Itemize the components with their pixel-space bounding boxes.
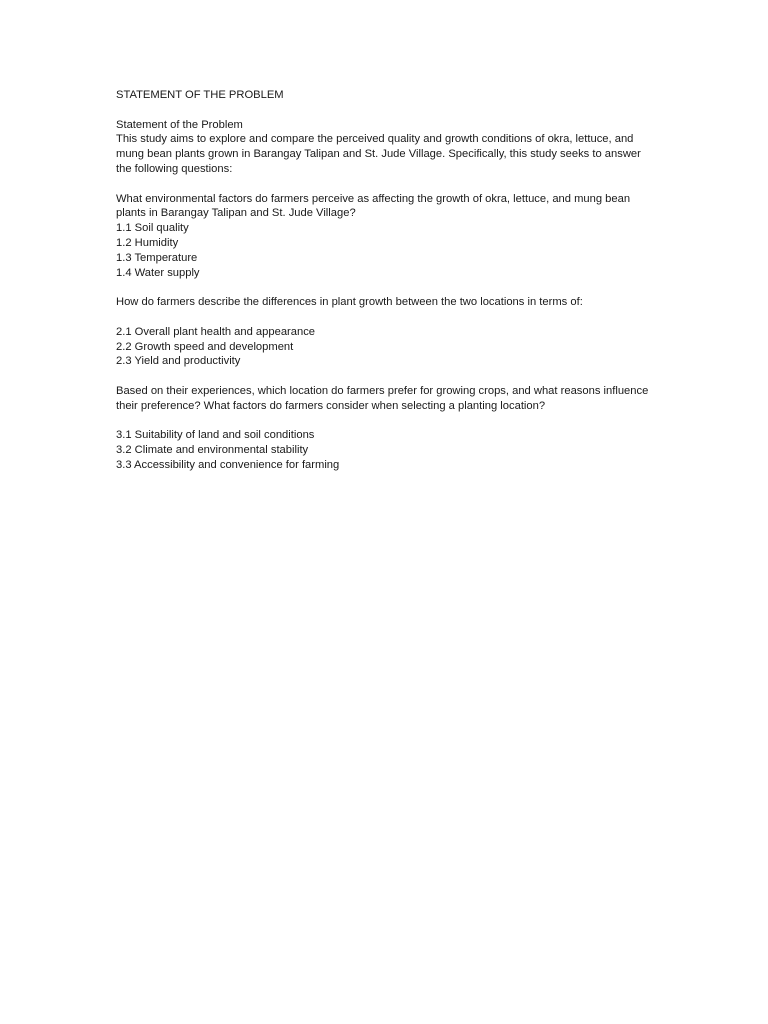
question-3-item: 3.1 Suitability of land and soil conditions [116, 429, 315, 442]
question-2-item: 2.3 Yield and productivity [116, 355, 241, 368]
question-1-item: 1.3 Temperature [116, 251, 198, 264]
question-2: How do farmers describe the differences in plant growth between the two locations in terms of: [116, 296, 583, 309]
question-2-item: 2.1 Overall plant health and appearance [116, 325, 316, 338]
spacer [116, 414, 656, 429]
intro-paragraph: This study aims to explore and compare the perceived quality and growth conditions of okra, lettuce, and mung bean plants grown in Barangay Talipan and St. Jude Village. Specifically, this study seeks to answer the following questions: [116, 133, 641, 175]
spacer [116, 280, 656, 295]
spacer [116, 310, 656, 325]
question-2-item: 2.2 Growth speed and development [116, 340, 294, 353]
document-body [116, 88, 656, 473]
section-subheading: Statement of the Problem [116, 118, 243, 131]
question-1-item: 1.2 Humidity [116, 236, 179, 249]
document-heading: STATEMENT OF THE PROBLEM [116, 89, 284, 101]
spacer [116, 177, 656, 192]
question-3-item: 3.3 Accessibility and convenience for farming [116, 458, 340, 471]
question-1-item: 1.4 Water supply [116, 266, 200, 279]
spacer [116, 369, 656, 384]
question-1-item: 1.1 Soil quality [116, 222, 189, 235]
question-3-item: 3.2 Climate and environmental stability [116, 444, 309, 457]
question-3: Based on their experiences, which location do farmers prefer for growing crops, and what reasons influence their preference? What factors do farmers consider when selecting a planting location? [116, 384, 649, 412]
question-1: What environmental factors do farmers perceive as affecting the growth of okra, lettuce, and mung bean plants in Barangay Talipan and St. Jude Village? [116, 192, 631, 220]
spacer [116, 103, 656, 118]
